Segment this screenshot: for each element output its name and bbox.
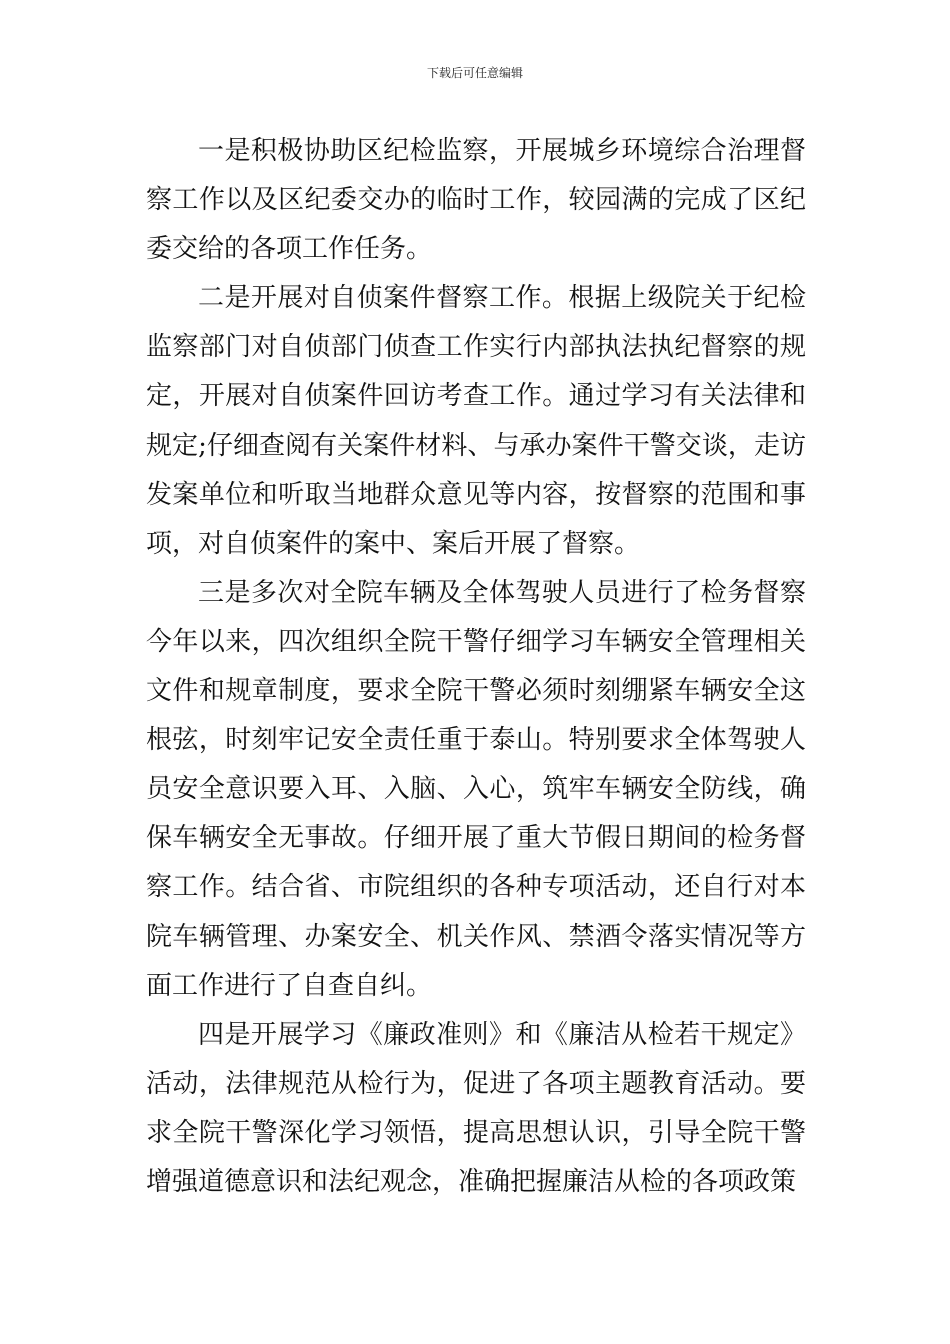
paragraph-1: 一是积极协助区纪检监察，开展城乡环境综合治理督察工作以及区纪委交办的临时工作，较园满的完成了区纪委交给的各项工作任务。 [146,136,806,265]
document-body [146,127,806,1207]
paragraph-3: 三是多次对全院车辆及全体驾驶人员进行了检务督察今年以来，四次组织全院干警仔细学习车辆安全管理相关文件和规章制度，要求全院干警必须时刻绷紧车辆安全这根弦，时刻牢记安全责任重于泰山。特别要求全体驾驶人员安全意识要入耳、入脑、入心，筑牢车辆安全防线，确保车辆安全无事故。仔细开展了重大节假日期间的检务督察工作。结合省、市院组织的各种专项活动，还自行对本院车辆管理、办案安全、机关作风、禁酒令落实情况等方面工作进行了自查自纠。 [146,577,806,1001]
paragraph-2: 二是开展对自侦案件督察工作。根据上级院关于纪检监察部门对自侦部门侦查工作实行内部执法执纪督察的规定，开展对自侦案件回访考查工作。通过学习有关法律和规定;仔细查阅有关案件材料、与承办案件干警交谈，走访发案单位和听取当地群众意见等内容，按督察的范围和事项，对自侦案件的案中、案后开展了督察。 [146,283,806,559]
paragraph-4: 四是开展学习《廉政准则》和《廉洁从检若干规定》活动，法律规范从检行为，促进了各项主题教育活动。要求全院干警深化学习领悟，提高思想认识，引导全院干警增强道德意识和法纪观念，准确把握廉洁从检的各项政策 [146,1019,806,1197]
page-header: 下载后可任意编辑 [426,66,523,80]
